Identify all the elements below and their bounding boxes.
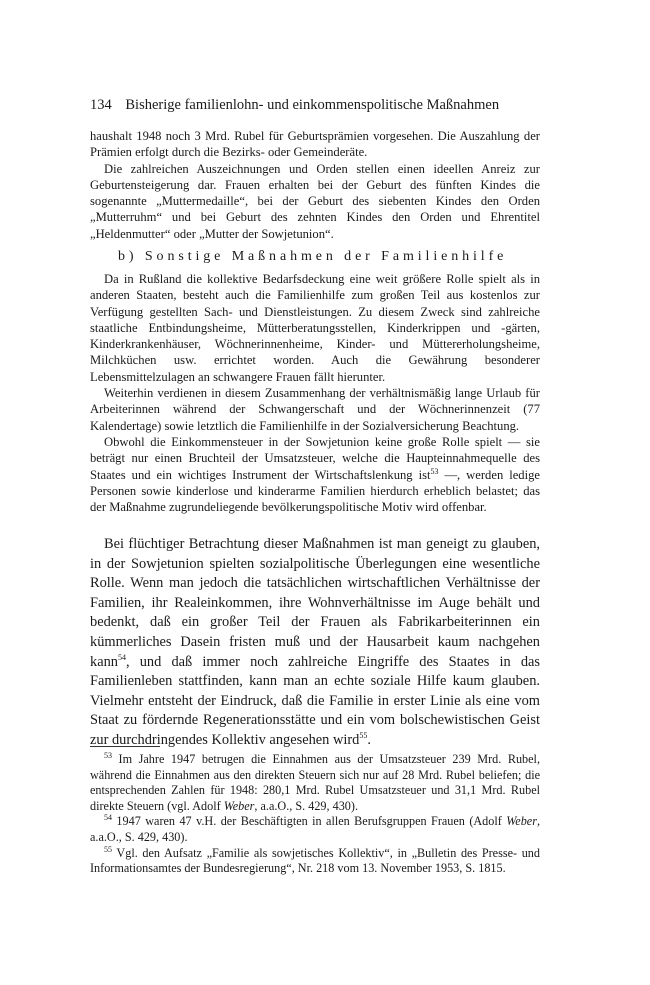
page-number: 134 bbox=[90, 97, 112, 113]
footnote-mark: 55 bbox=[104, 844, 112, 854]
text-run: Im Jahre 1947 betrugen die Einnahmen aus der Umsatzsteuer 239 Mrd. Rubel, während die Einnahmen aus den direkten Steuern sich nur auf 28 Mrd. Rubel beliefen; die entsprechenden Zahlen für 1948: 280,1 Mrd. Rubel Umsatzsteuer und 31,1 Mrd. Rubel direkte Steuern (vgl. Adolf bbox=[90, 752, 540, 813]
paragraph: Da in Rußland die kollektive Bedarfsdeckung eine weit größere Rolle spielt als in anderen Staaten, besteht auch die Familienhilfe zum großen Teil aus kostenlos zur Verfügung gestellten Sach- und Dienstleistungen. Zu diesem Zweck sind zahlreiche staatliche Entbindungsheime, Mütterberatungsstellen, Kinderkrippen und -gärten, Kinderkrankenhäuser, Wöchnerinnenheime, Kinder- und Müttererholungsheime, Milchküchen usw. errichtet worden. Auch die Gewährung besonderer Lebensmittelzulagen an schwangere Frauen fällt hierunter. bbox=[90, 272, 540, 384]
section-heading: b) Sonstige Maßnahmen der Familienhilfe bbox=[118, 249, 508, 264]
footnote-ref: 54 bbox=[117, 652, 126, 662]
footnote-mark: 54 bbox=[104, 813, 112, 823]
footnote-mark: 53 bbox=[104, 750, 112, 760]
author-name: Weber bbox=[223, 798, 255, 813]
text-run: , und daß immer noch zahlreiche Eingriffe des Staates in das Familienleben stattfinden, kann man an echte soziale Hilfe kaum glauben. Vielmehr entsteht der Eindruck, daß die Familie in erster Linie als eine vom Staat zu fördernde Regenerationsstätte und ein vom bolschewistischen Geist zur durchdringendes Kollektiv angesehen wird bbox=[90, 653, 540, 748]
footnotes bbox=[90, 752, 540, 877]
footnote-53 bbox=[90, 752, 540, 814]
text-block-family-aid bbox=[90, 271, 540, 515]
text-run: Bei flüchtiger Betrachtung dieser Maßnahmen ist man geneigt zu glauben, in der Sowjetunion spielten sozialpolitische Überlegungen eine wesentliche Rolle. Wenn man jedoch die tatsächlichen wirtschaftlichen Verhältnisse der Familien, ihr Realeinkommen, ihre Wohnverhältnisse im Auge behält und bedenkt, daß ein großer Teil der Frauen als Fabrikarbeiterinnen ein kümmerliches Dasein fristen muß und der Hausarbeit kaum nachgehen kann bbox=[90, 536, 540, 670]
text-run: , a.a.O., S. 429, 430). bbox=[90, 814, 540, 844]
running-title: Bisherige familienlohn- und einkommenspolitische Maßnahmen bbox=[125, 97, 500, 113]
paragraph bbox=[90, 535, 540, 751]
paragraph: Die zahlreichen Auszeichnungen und Orden stellen einen ideellen Anreiz zur Geburtensteigerung dar. Frauen erhalten bei der Geburt des fünften Kindes die sogenannte „Muttermedaille“, bei der Geburt des siebenten Kindes den Orden „Mutterruhm“ und bei Geburt des zehnten Kindes den Orden und Ehrentitel „Heldenmutter“ oder „Mutter der Sowjetunion“. bbox=[90, 161, 540, 241]
footnote-ref: 53 bbox=[430, 466, 439, 476]
paragraph: haushalt 1948 noch 3 Mrd. Rubel für Geburtsprämien vorgesehen. Die Auszahlung der Prämien erfolgt durch die Bezirks- oder Gemeinderäte. bbox=[90, 129, 540, 160]
footnote-divider bbox=[90, 746, 160, 747]
text-run: Obwohl die Einkommensteuer in der Sowjetunion keine große Rolle spielt — sie beträgt nur einen Bruchteil der Umsatzsteuer, welche die Haupteinnahmequelle des Staates und ein wichtiges Instrument der Wirtschaftslenkung ist bbox=[90, 434, 540, 482]
text-block-assessment bbox=[90, 535, 540, 751]
paragraph: Weiterhin verdienen in diesem Zusammenhang der verhältnismäßig lange Urlaub für Arbeiterinnen während der Schwangerschaft und der Wöchnerinnenzeit (77 Kalendertage) sowie letztlich die Familienhilfe in der Sozialversicherung Beachtung. bbox=[90, 386, 540, 433]
text-run: —, werden ledige Personen sowie kinderlose und kinderarme Familien hierdurch erheblich belastet; das der Maßnahme zugrundeliegende bevölkerungspolitische Motiv wird offenbar. bbox=[90, 467, 540, 515]
running-header bbox=[90, 97, 540, 114]
paragraph bbox=[90, 434, 540, 515]
text-run: Vgl. den Aufsatz „Familie als sowjetisches Kollektiv“, in „Bulletin des Presse- und Informationsamtes der Bundesregierung“, Nr. 218 vom 13. November 1953, S. 1815. bbox=[90, 845, 540, 876]
text-run: , a.a.O., S. 429, 430). bbox=[254, 798, 358, 813]
footnote-ref: 55 bbox=[359, 731, 368, 741]
text-run: . bbox=[367, 731, 371, 748]
author-name: Weber bbox=[506, 814, 537, 829]
text-block-prizes bbox=[90, 128, 540, 242]
footnote-55 bbox=[90, 846, 540, 877]
footnote-54 bbox=[90, 814, 540, 845]
text-run: 1947 waren 47 v.H. der Beschäftigten in allen Berufsgruppen Frauen (Adolf bbox=[112, 814, 507, 829]
